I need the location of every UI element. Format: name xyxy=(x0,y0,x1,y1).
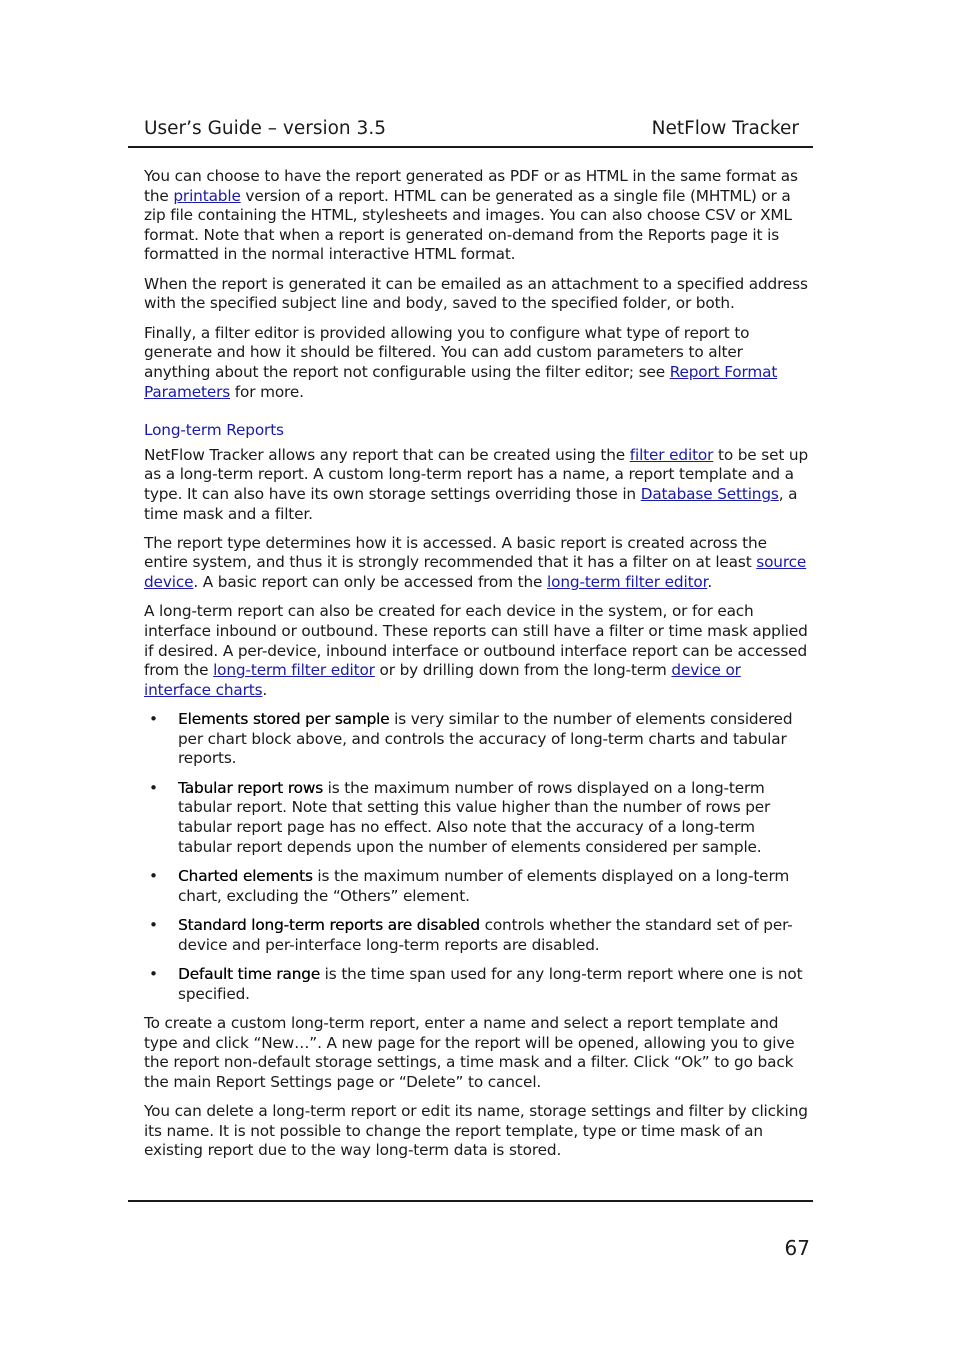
setting-term: Charted elements xyxy=(178,866,313,885)
link-printable[interactable]: printable xyxy=(173,186,241,205)
setting-term: Standard long-term reports are disabled xyxy=(178,915,480,934)
paragraph-filter-editor: Finally, a filter editor is provided allowing you to configure what type of report to generate and how it should be filtered. You can add custom parameters to alter anything about the report not configurable using the filter editor; see Report Format Parameters for more. xyxy=(144,323,778,401)
footer-divider xyxy=(128,1200,813,1202)
paragraph-create-report: To create a custom long-term report, enter a name and select a report template and type and click “New…”. A new page for the report will be opened, allowing you to give the report non-default storage settings, a time mask and a filter. Click “Ok” to go back the main Report Settings page or “Delete” to cancel. xyxy=(144,1013,795,1091)
paragraph-delete-report: You can delete a long-term report or edit its name, storage settings and filter by clicking its name. It is not possible to change the report template, type or time mask of an existing report due to the way long-term data is stored. xyxy=(144,1102,808,1160)
link-database-settings[interactable]: Database Settings xyxy=(640,484,779,503)
list-item: • Default time range is the time span used for any long-term report where one is not specified. xyxy=(149,964,803,1003)
bullet-icon: • xyxy=(149,778,158,797)
bullet-icon: • xyxy=(149,964,158,983)
paragraph-long-term-intro: NetFlow Tracker allows any report that can be created using the filter editor to be set up as a long-term report. A custom long-term report has a name, a report template and a type. It can also have its own storage settings overriding those in Database Settings, a time mask and a filter. xyxy=(144,445,809,523)
page-content xyxy=(144,167,810,1171)
link-report-format-parameters[interactable]: Report Format Parameters xyxy=(144,362,778,401)
link-long-term-filter-editor-2[interactable]: long-term filter editor xyxy=(213,661,375,680)
paragraph-report-type: The report type determines how it is accessed. A basic report is created across the entire system, and thus it is strongly recommended that it has a filter on at least source device. A basic report can only be accessed from the long-term filter editor. xyxy=(144,533,807,592)
link-long-term-filter-editor[interactable]: long-term filter editor xyxy=(547,573,708,592)
setting-term: Tabular report rows xyxy=(178,778,323,797)
paragraph-email: When the report is generated it can be emailed as an attachment to a specified address with the specified subject line and body, saved to the specified folder, or both. xyxy=(144,274,808,313)
bullet-icon: • xyxy=(149,866,158,885)
paragraph-output-formats: You can choose to have the report generated as PDF or as HTML in the same format as the printable version of a report. HTML can be generated as a single file (MHTML) or a zip file containing the HTML, stylesheets and images. You can also choose CSV or XML format. Note that when a report is generated on-demand from the Reports page it is formatted in the normal interactive HTML format. xyxy=(144,167,798,264)
header-product: NetFlow Tracker xyxy=(651,118,799,139)
bullet-icon: • xyxy=(149,710,158,729)
link-device-or-interface-charts[interactable]: device or interface charts xyxy=(144,661,741,699)
list-item: • Charted elements is the maximum number of elements displayed on a long-term chart, excluding the “Others” element. xyxy=(149,866,790,905)
link-source-device[interactable]: source device xyxy=(144,553,807,592)
list-item: • Tabular report rows is the maximum number of rows displayed on a long-term tabular report. Note that setting this value higher than the number of rows per tabular report page has no effect. Also note that the accuracy of a long-term tabular report depends upon the number of elements considered per sample. xyxy=(149,778,771,856)
link-filter-editor[interactable]: filter editor xyxy=(629,445,714,464)
section-heading-long-term-reports: Long-term Reports xyxy=(144,421,284,440)
setting-term: Elements stored per sample xyxy=(178,710,390,729)
list-item: • Standard long-term reports are disabled controls whether the standard set of per-device and per-interface long-term reports are disabled. xyxy=(149,915,793,954)
header-title: User’s Guide – version 3.5 xyxy=(144,118,386,139)
page-number: 67 xyxy=(784,1236,810,1260)
paragraph-per-device: A long-term report can also be created for each device in the system, or for each interface inbound or outbound. These reports can still have a filter or time mask applied if desired. A per-device, inbound interface or outbound interface report can be accessed from the long-term filter editor or by drilling down from the long-term device or interface charts. xyxy=(144,602,808,699)
settings-list xyxy=(144,710,810,1004)
page-header xyxy=(128,118,813,148)
bullet-icon: • xyxy=(149,915,158,934)
list-item: • Elements stored per sample is very similar to the number of elements considered per chart block above, and controls the accuracy of long-term charts and tabular reports. xyxy=(149,710,793,768)
setting-term: Default time range xyxy=(178,964,320,983)
